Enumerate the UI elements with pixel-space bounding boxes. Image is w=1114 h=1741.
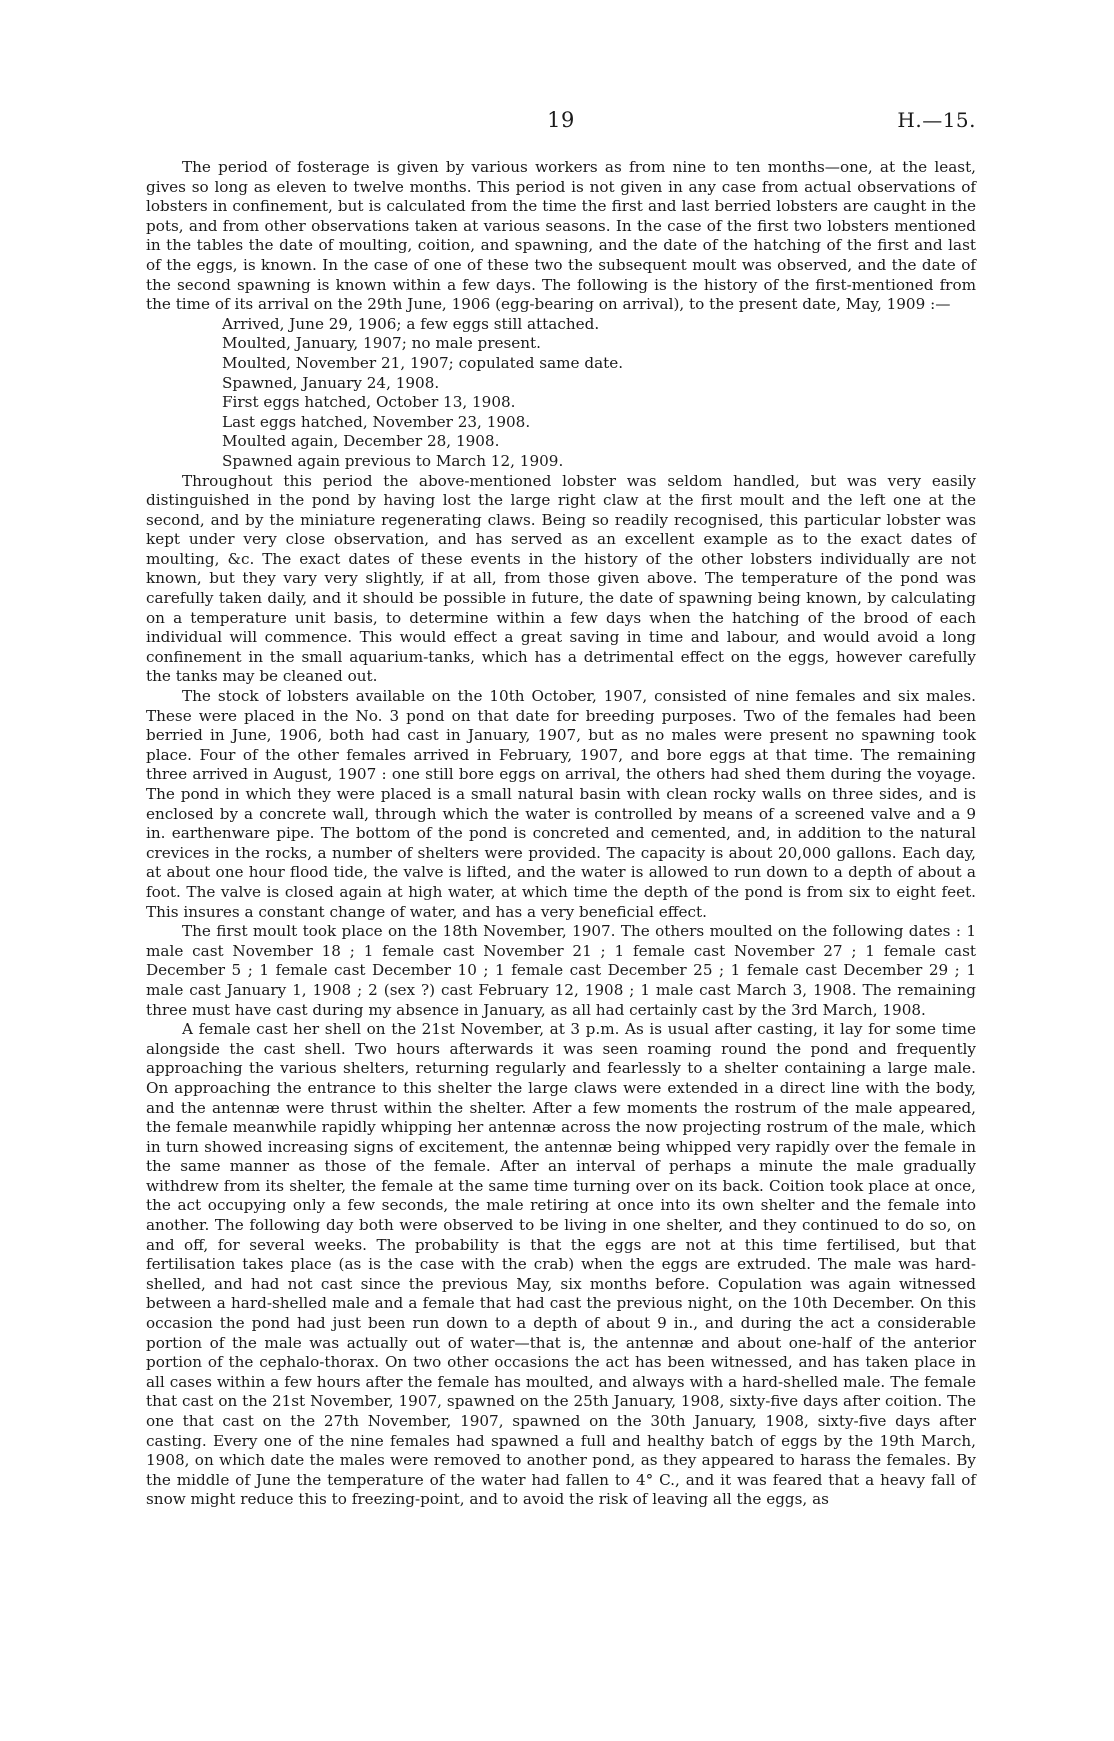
paragraph-moult-dates: The first moult took place on the 18th November, 1907. The others moulted on the following dates : 1 male cast November 18 ; 1 female cast November 21 ; 1 female cast November 27 ; 1 female cast December 5 ; 1 female cast December 10 ; 1 female cast December 25 ; 1 female cast December 29 ; 1 male cast January 1, 1908 ; 2 (sex ?) cast February 12, 1908 ; 1 male cast March 3, 1908. The remaining three must have cast during my absence in January, as all had certainly cast by the 3rd March, 1908. bbox=[146, 922, 976, 1019]
history-item: Spawned again previous to March 12, 1909. bbox=[222, 451, 564, 470]
page-header bbox=[146, 108, 976, 138]
paragraph-coition: A female cast her shell on the 21st November, at 3 p.m. As is usual after casting, it lay for some time alongside the cast shell. Two hours afterwards it was seen roaming round the pond and frequently approaching the various shelters, returning regularly and fearlessly to a shelter containing a large male. On approaching the entrance to this shelter the large claws were extended in a direct line with the body, and the antennæ were thrust within the shelter. After a few moments the rostrum of the male appeared, the female meanwhile rapidly whipping her antennæ across the now projecting rostrum of the male, which in turn showed increasing signs of excitement, the antennæ being whipped very rapidly over the female in the same manner as those of the female. After an interval of perhaps a minute the male gradually withdrew from its shelter, the female at the same time turning over on its back. Coition took place at once, the act occupying only a few seconds, the male retiring at once into its own shelter and the female into another. The following day both were observed to be living in one shelter, and they continued to do so, on and off, for several weeks. The probability is that the eggs are not at this time fertilised, but that fertilisation takes place (as is the case with the crab) when the eggs are extruded. The male was hard-shelled, and had not cast since the previous May, six months before. Copulation was again witnessed between a hard-shelled male and a female that had cast the previous night, on the 10th December. On this occasion the pond had just been run down to a depth of about 9 in., and during the act a considerable portion of the male was actually out of water—that is, the antennæ and about one-half of the anterior portion of the cephalo-thorax. On two other occasions the act has been witnessed, and has taken place in all cases within a few hours after the female has moulted, and always with a hard-shelled male. The female that cast on the 21st November, 1907, spawned on the 25th January, 1908, sixty-five days after coition. The one that cast on the 27th November, 1907, spawned on the 30th January, 1908, sixty-five days after casting. Every one of the nine females had spawned a full and healthy batch of eggs by the 19th March, 1908, on which date the males were removed to another pond, as they appeared to harass the females. By the middle of June the temperature of the water had fallen to 4° C., and it was feared that a heavy fall of snow might reduce this to freezing-point, and to avoid the risk of leaving all the eggs, as bbox=[146, 1020, 976, 1509]
paragraph-observation: Throughout this period the above-mentioned lobster was seldom handled, but was very easily distinguished in the pond by having lost the large right claw at the first moult and the left one at the second, and by the miniature regenerating claws. Being so readily recognised, this particular lobster was kept under very close observation, and has served as an excellent example as to the exact dates of moulting, &c. The exact dates of these events in the history of the other lobsters individually are not known, but they vary very slightly, if at all, from those given above. The temperature of the pond was carefully taken daily, and it should be possible in future, the date of spawning being known, by calculating on a temperature unit basis, to determine within a few days when the hatching of the brood of each individual will commence. This would effect a great saving in time and labour, and would avoid a long confinement in the small aquarium-tanks, which has a detrimental effect on the eggs, however carefully the tanks may be cleaned out. bbox=[146, 471, 976, 686]
page-number: 19 bbox=[547, 108, 575, 132]
history-item: First eggs hatched, October 13, 1908. bbox=[222, 393, 516, 412]
history-item: Spawned, January 24, 1908. bbox=[222, 373, 440, 392]
document-reference: H.—15. bbox=[897, 108, 976, 132]
paragraph-stock: The stock of lobsters available on the 10th October, 1907, consisted of nine females and six males. These were placed in the No. 3 pond on that date for breeding purposes. Two of the females had been berried in June, 1906, both had cast in January, 1907, but as no males were present no spawning took place. Four of the other females arrived in February, 1907, and bore eggs at that time. The remaining three arrived in August, 1907 : one still bore eggs on arrival, the others had shed them during the voyage. The pond in which they were placed is a small natural basin with clean rocky walls on three sides, and is enclosed by a concrete wall, through which the water is controlled by means of a screened valve and a 9 in. earthenware pipe. The bottom of the pond is concreted and cemented, and, in addition to the natural crevices in the rocks, a number of shelters were provided. The capacity is about 20,000 gallons. Each day, at about one hour flood tide, the valve is lifted, and the water is allowed to run down to a depth of about a foot. The valve is closed again at high water, at which time the depth of the pond is from six to eight feet. This insures a constant change of water, and has a very beneficial effect. bbox=[146, 687, 976, 921]
paragraph-fosterage: The period of fosterage is given by various workers as from nine to ten months—one, at the least, gives so long as eleven to twelve months. This period is not given in any case from actual observations of lobsters in confinement, but is calculated from the time the first and last berried lobsters are caught in the pots, and from other observations taken at various seasons. In the case of the first two lobsters mentioned in the tables the date of moulting, coition, and spawning, and the date of the hatching of the first and last of the eggs, is known. In the case of one of these two the subsequent moult was observed, and the date of the second spawning is known within a few days. The following is the history of the first-mentioned from the time of its arrival on the 29th June, 1906 (egg-bearing on arrival), to the present date, May, 1909 :— bbox=[146, 158, 976, 314]
history-item: Moulted again, December 28, 1908. bbox=[222, 432, 500, 451]
body-text bbox=[146, 158, 976, 1510]
history-item: Moulted, January, 1907; no male present. bbox=[222, 334, 541, 353]
history-item: Moulted, November 21, 1907; copulated same date. bbox=[222, 353, 624, 372]
history-item: Arrived, June 29, 1906; a few eggs still attached. bbox=[222, 314, 600, 333]
lobster-history-list bbox=[146, 315, 976, 472]
history-item: Last eggs hatched, November 23, 1908. bbox=[222, 412, 531, 431]
